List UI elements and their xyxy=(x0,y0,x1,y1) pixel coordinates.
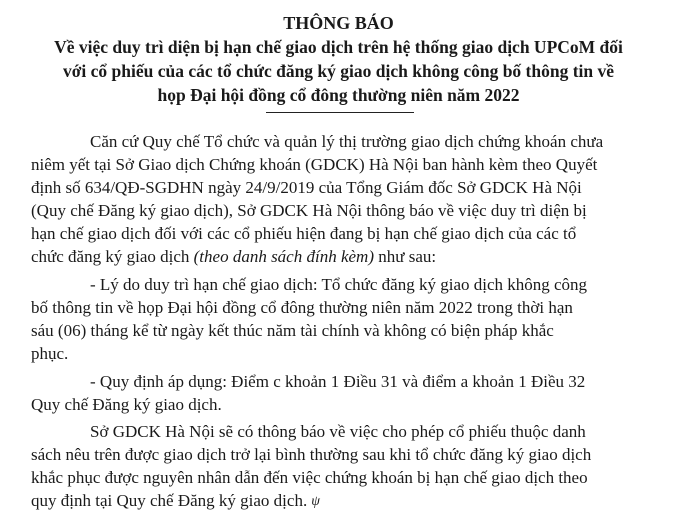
notice-subtitle-line-1: Về việc duy trì diện bị hạn chế giao dịch trên hệ thống giao dịch UPCoM đối xyxy=(54,37,623,57)
paragraph-3-line-1: - Quy định áp dụng: Điểm c khoản 1 Điều 31 và điểm a khoản 1 Điều 32 xyxy=(90,372,586,391)
paragraph-2-line-4: phục. xyxy=(31,344,69,363)
paragraph-2-line-3: sáu (06) tháng kể từ ngày kết thúc năm tài chính và không có biện pháp khắc xyxy=(31,321,554,340)
paragraph-1-line-6-text-b: như sau: xyxy=(373,247,437,266)
paragraph-1-line-1: Căn cứ Quy chế Tổ chức và quản lý thị trường giao dịch chứng khoán chưa xyxy=(90,132,604,151)
paragraph-1-line-6-text-a: chức đăng ký giao dịch xyxy=(31,247,194,266)
paragraph-1-line-4: (Quy chế Đăng ký giao dịch), Sở GDCK Hà Nội thông báo về việc duy trì diện bị xyxy=(31,201,587,220)
paragraph-4-line-4-text: quy định tại Quy chế Đăng ký giao dịch. xyxy=(31,491,308,510)
notice-subtitle-line-2: với cổ phiếu của các tổ chức đăng ký giao dịch không công bố thông tin về xyxy=(62,61,615,81)
paragraph-4-line-1: Sở GDCK Hà Nội sẽ có thông báo về việc cho phép cổ phiếu thuộc danh xyxy=(90,422,586,441)
notice-title: THÔNG BÁO xyxy=(283,13,394,33)
paragraph-2-line-1: - Lý do duy trì hạn chế giao dịch: Tổ chức đăng ký giao dịch không công xyxy=(90,275,588,294)
notice-subtitle-line-3: họp Đại hội đồng cổ đông thường niên năm 2022 xyxy=(157,85,520,105)
attached-list-reference: (theo danh sách đính kèm) xyxy=(193,247,374,266)
title-underline xyxy=(266,112,414,113)
paragraph-4-line-3: khắc phục được nguyên nhân dẫn đến việc chứng khoán bị hạn chế giao dịch theo xyxy=(31,468,588,487)
paragraph-1-line-2: niêm yết tại Sở Giao dịch Chứng khoán (GDCK) Hà Nội ban hành kèm theo Quyết xyxy=(31,155,598,174)
paragraph-1-line-6 xyxy=(31,246,436,268)
paragraph-3-line-2: Quy chế Đăng ký giao dịch. xyxy=(31,395,222,414)
paragraph-2-line-2: bố thông tin về họp Đại hội đồng cổ đông thường niên năm 2022 trong thời hạn xyxy=(31,298,573,317)
paragraph-4-line-4 xyxy=(31,490,320,514)
end-of-text-mark: ψ xyxy=(311,494,320,509)
paragraph-1-line-3: định số 634/QĐ-SGDHN ngày 24/9/2019 của Tổng Giám đốc Sở GDCK Hà Nội xyxy=(31,178,582,197)
paragraph-4-line-2: sách nêu trên được giao dịch trở lại bình thường sau khi tổ chức đăng ký giao dịch xyxy=(31,445,592,464)
paragraph-1-line-5: hạn chế giao dịch đối với các cổ phiếu hiện đang bị hạn chế giao dịch của các tổ xyxy=(31,224,577,243)
